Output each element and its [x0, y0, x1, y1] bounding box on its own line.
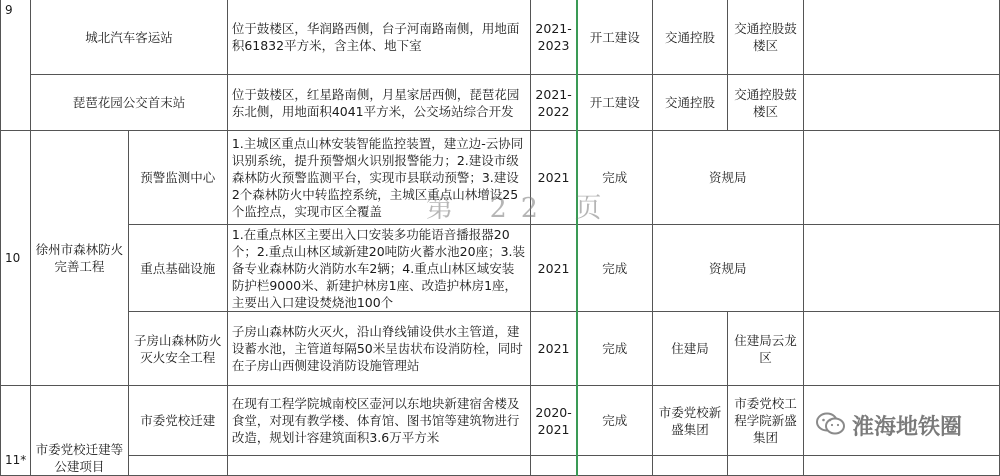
row-number: 10: [1, 131, 31, 386]
subproject-name: 重点基础设施: [128, 225, 227, 312]
project-name: 城北汽车客运站: [31, 0, 228, 75]
empty-cell: [803, 131, 999, 225]
table-row: [1, 225, 1000, 312]
construction-period: 2021-2022: [531, 75, 577, 131]
lead-unit: 市委党校新盛集团: [652, 386, 727, 456]
subproject-name: 预警监测中心: [128, 131, 227, 225]
year-status: 开工建设: [577, 75, 652, 131]
responsible-unit: 市委党校工程学院新盛集团: [728, 386, 803, 456]
empty-cell: [803, 456, 999, 476]
construction-period: 2021: [531, 312, 577, 386]
table-row: [1, 75, 1000, 131]
table-row: [1, 456, 1000, 476]
subproject-name: 子房山森林防火灭火安全工程: [128, 312, 227, 386]
lead-responsible-unit: 资规局: [652, 225, 803, 312]
empty-cell: [128, 456, 227, 476]
empty-cell: [803, 312, 999, 386]
empty-cell: [227, 456, 531, 476]
construction-content: 1.在重点林区主要出入口安装多功能语音播报器20个；2.重点山林区域新建20吨防火蓄水池20座；3.装备专业森林防火消防水车2辆；4.重点山林区域安装防护栏9000米、新建护林房1座、改造护林房1座，主要出入口建设焚烧池100个: [227, 225, 531, 312]
row-number: 9: [1, 0, 31, 131]
responsible-unit: 交通控股鼓楼区: [728, 0, 803, 75]
wechat-icon: [816, 411, 846, 441]
construction-period: 2021-2023: [531, 0, 577, 75]
row-number: 11*: [1, 386, 31, 476]
responsible-unit: 交通控股鼓楼区: [728, 75, 803, 131]
wechat-account-label: 淮海地铁圈: [852, 415, 963, 440]
empty-cell: [577, 456, 652, 476]
lead-responsible-unit: 资规局: [652, 131, 803, 225]
empty-cell: [803, 0, 999, 75]
construction-period: 2021: [531, 225, 577, 312]
year-status: 完成: [577, 386, 652, 456]
year-status: 完成: [577, 225, 652, 312]
lead-unit: 交通控股: [652, 75, 727, 131]
construction-content: 位于鼓楼区，华润路西侧，台子河南路南侧，用地面积61832平方米，含主体、地下室: [227, 0, 531, 75]
project-name: 琵琶花园公交首末站: [31, 75, 228, 131]
construction-content: 1.主城区重点山林安装智能监控装置，建立边-云协同识别系统，提升预警烟火识别报警能力；2.建设市级森林防火预警监测平台，实现市县联动预警；3.建设2个森林防火中转监控系统，主城区重点山林增设25个监控点，实现市区全覆盖: [227, 131, 531, 225]
empty-cell: [803, 75, 999, 131]
construction-content: 子房山森林防火灭火，沿山脊线铺设供水主管道，建设蓄水池，主管道每隔50米呈齿状布设消防栓，同时在子房山西侧建设消防设施管理站: [227, 312, 531, 386]
empty-cell: [728, 456, 803, 476]
responsible-unit: 住建局云龙区: [728, 312, 803, 386]
lead-unit: 交通控股: [652, 0, 727, 75]
lead-unit: 住建局: [652, 312, 727, 386]
empty-cell: [803, 225, 999, 312]
construction-content: 位于鼓楼区，红星路南侧，月星家居西侧，琵琶花园东北侧，用地面积4041平方米，公交场站综合开发: [227, 75, 531, 131]
construction-content: 在现有工程学院城南校区壶河以东地块新建宿舍楼及食堂，对现有教学楼、体育馆、图书馆等建筑物进行改造，规划计容建筑面积3.6万平方米: [227, 386, 531, 456]
construction-period: 2021: [531, 131, 577, 225]
year-status: 完成: [577, 131, 652, 225]
table-row: [1, 312, 1000, 386]
empty-cell: [652, 456, 727, 476]
year-status: 开工建设: [577, 0, 652, 75]
page-watermark: 第 22 页: [426, 193, 616, 224]
project-group-name: 徐州市森林防火完善工程: [31, 131, 128, 386]
year-status: 完成: [577, 312, 652, 386]
subproject-name: 市委党校迁建: [128, 386, 227, 456]
empty-cell: [531, 456, 577, 476]
project-group-name: 市委党校迁建等公建项目: [31, 386, 128, 476]
wechat-watermark: [812, 408, 966, 443]
construction-period: 2020-2021: [531, 386, 577, 456]
table-row: [1, 0, 1000, 75]
